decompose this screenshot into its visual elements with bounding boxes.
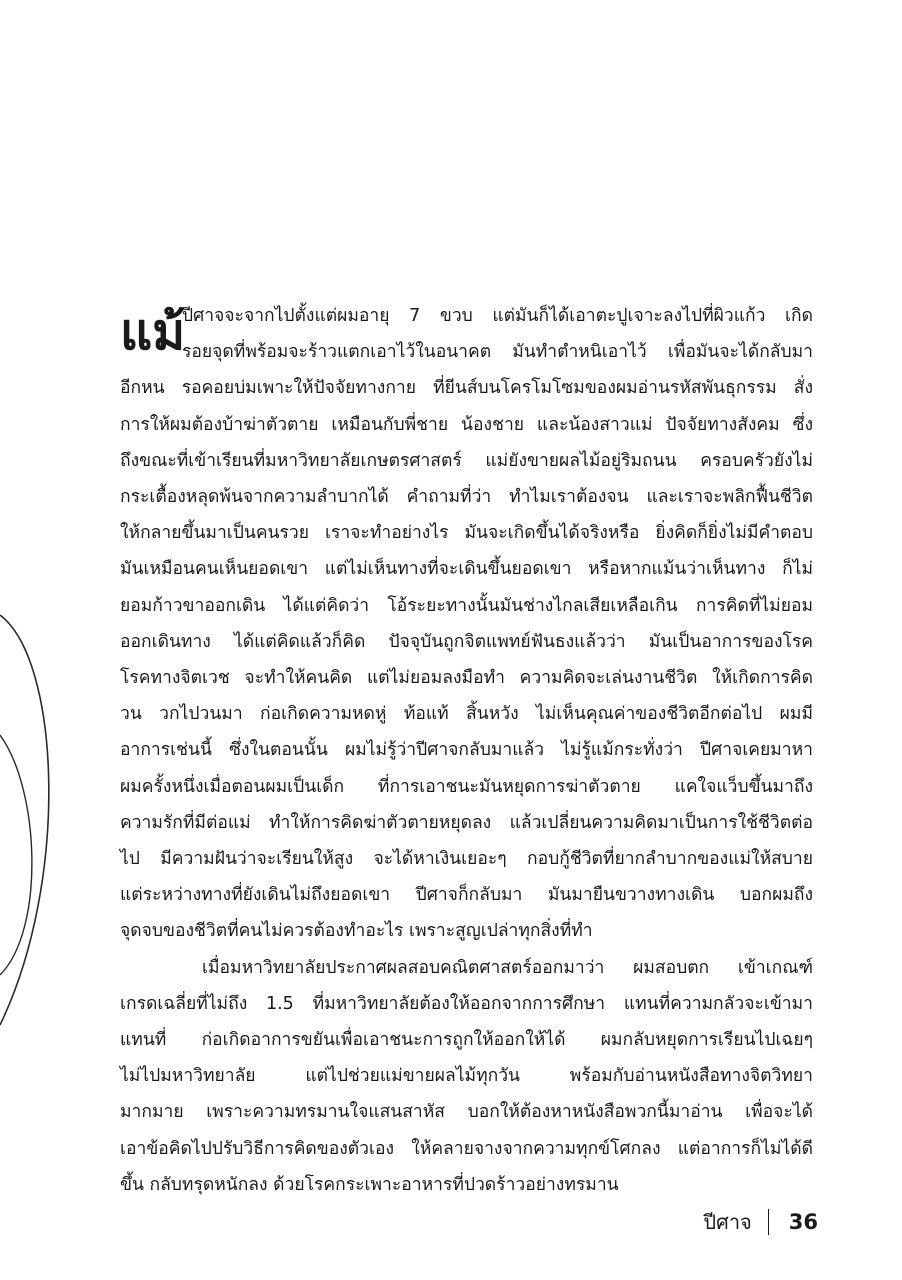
text-line: ไป มีความฝันว่าจะเรียนให้สูง จะได้หาเงินเยอะๆ กอบกู้ชีวิตที่ยากลำบากของแม่ให้สบาย (120, 849, 813, 870)
dropcap-letter: แม้ (120, 303, 186, 361)
footer-divider (768, 1209, 769, 1235)
text-line: เอาข้อคิดไปปรับวิธีการคิดของตัวเอง ให้คลายจางจากความทุกข์โศกลง แต่อาการก็ไม่ได้ดี (120, 1138, 813, 1159)
text-line: อาการเช่นนี้ ซึ่งในตอนนั้น ผมไม่รู้ว่าปีศาจกลับมาแล้ว ไม่รู้แม้กระทั่งว่า ปีศาจเคยมาหา (120, 740, 813, 761)
page-footer (703, 1206, 818, 1238)
text-line: ผมครั้งหนึ่งเมื่อตอนผมเป็นเด็ก ที่การเอาชนะมันหยุดการฆ่าตัวตาย แคใจแว็บขึ้นมาถึง (120, 776, 813, 797)
text-line: แต่ระหว่างทางที่ยังเดินไม่ถึงยอดเขา ปีศาจก็กลับมา มันมายืนขวางทางเดิน บอกผมถึง (120, 885, 813, 906)
text-line: ออกเดินทาง ได้แต่คิดแล้วก็คิด ปัจจุบันถูกจิตแพทย์ฟันธงแล้วว่า มันเป็นอาการของโรค (120, 631, 813, 652)
text-line: เกรดเฉลี่ยที่ไม่ถึง 1.5 ที่มหาวิทยาลัยต้องให้ออกจากการศึกษา แทนที่ความกลัวจะเข้ามา (120, 993, 813, 1014)
text-line: การให้ผมต้องบ้าฆ่าตัวตาย เหมือนกับพี่ชาย น้องชาย และน้องสาวแม่ ปัจจัยทางสังคม ซึ่ง (120, 414, 813, 435)
text-line: โรคทางจิตเวช จะทำให้คนคิด แต่ไม่ยอมลงมือทำ ความคิดจะเล่นงานชีวิต ให้เกิดการคิด (120, 668, 813, 689)
text-line: เมื่อมหาวิทยาลัยประกาศผลสอบคณิตศาสตร์ออกมาว่า ผมสอบตก เข้าเกณฑ์ (202, 957, 813, 978)
text-line: ขึ้น กลับทรุดหนักลง ด้วยโรคกระเพาะอาหารที่ปวดร้าวอย่างทรมาน (120, 1174, 619, 1195)
text-line: รอยจุดที่พร้อมจะร้าวแตกเอาไว้ในอนาคต มันทำตำหนิเอาไว้ เพื่อมันจะได้กลับมา (182, 342, 813, 363)
text-line: กระเตื้องหลุดพ้นจากความลำบากได้ คำถามที่ว่า ทำไมเราต้องจน และเราจะพลิกฟื้นชีวิต (120, 487, 813, 508)
page-number: 36 (788, 1210, 818, 1234)
body-text (120, 298, 813, 1203)
text-line: แทนที่ ก่อเกิดอาการขยันเพื่อเอาชนะการถูกให้ออกให้ได้ ผมกลับหยุดการเรียนไปเฉยๆ (120, 1030, 813, 1051)
text-line: มันเหมือนคนเห็นยอดเขา แต่ไม่เห็นทางที่จะเดินขึ้นยอดเขา หรือหากแม้นว่าเห็นทาง ก็ไม่ (120, 559, 813, 580)
text-line: ถึงขณะที่เข้าเรียนที่มหาวิทยาลัยเกษตรศาสตร์ แม่ยังขายผลไม้อยู่ริมถนน ครอบครัวยังไม่ (120, 450, 813, 471)
text-line: ปีศาจจะจากไปตั้งแต่ผมอายุ 7 ขวบ แต่มันก็ได้เอาตะปูเจาะลงไปที่ผิวแก้ว เกิด (182, 306, 813, 326)
text-line: ความรักที่มีต่อแม่ ทำให้การคิดฆ่าตัวตายหยุดลง แล้วเปลี่ยนความคิดมาเป็นการใช้ชีวิตต่อ (120, 812, 813, 833)
text-line: ให้กลายขึ้นมาเป็นคนรวย เราจะทำอย่างไร มันจะเกิดขึ้นได้จริงหรือ ยิ่งคิดก็ยิ่งไม่มีคำตอบ (120, 523, 813, 544)
text-line: มากมาย เพราะความทรมานใจแสนสาหัส บอกให้ต้องหาหนังสือพวกนี้มาอ่าน เพื่อจะได้ (120, 1102, 813, 1123)
book-title: ปีศาจ (703, 1210, 752, 1234)
paragraph-1 (120, 298, 813, 950)
text-line: ยอมก้าวขาออกเดิน ได้แต่คิดว่า โอ้ระยะทางนั้นมันช่างไกลเสียเหลือเกิน การคิดที่ไม่ยอม (120, 595, 813, 616)
paragraph-2 (120, 950, 813, 1203)
text-line: จุดจบของชีวิตที่คนไม่ควรต้องทำอะไร เพราะสูญเปล่าทุกสิ่งที่ทำ (120, 921, 593, 942)
text-line: อีกหน รอคอยบ่มเพาะให้ปัจจัยทางกาย ที่ยีนส์บนโครโมโซมของผมอ่านรหัสพันธุกรรม สั่ง (120, 378, 813, 399)
text-line: ไม่ไปมหาวิทยาลัย แต่ไปช่วยแม่ขายผลไม้ทุกวัน พร้อมกับอ่านหนังสือทางจิตวิทยา (120, 1066, 813, 1087)
text-line: วน วกไปวนมา ก่อเกิดความหดหู่ ท้อแท้ สิ้นหวัง ไม่เห็นคุณค่าของชีวิตอีกต่อไป ผมมี (120, 704, 813, 725)
